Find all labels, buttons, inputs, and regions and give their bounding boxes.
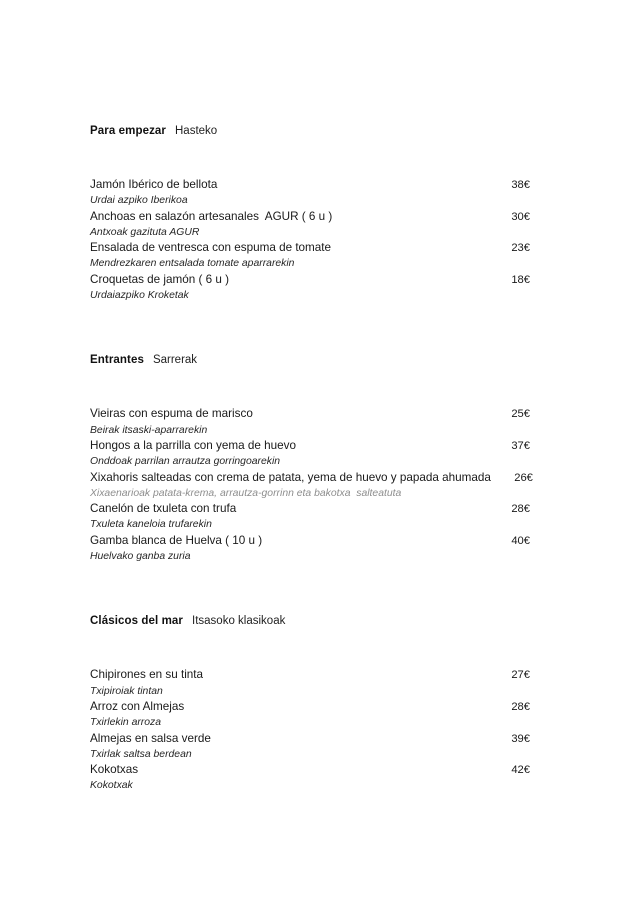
- menu-item-price: 23€: [511, 242, 530, 255]
- menu-item-subtitle: Antxoak gazituta AGUR: [90, 226, 200, 238]
- section-heading-es: Para empezar: [90, 125, 166, 137]
- menu-item-subtitle: Xixaenarioak patata-krema, arrautza-gorrinn eta bakotxa salteatuta: [90, 487, 402, 499]
- menu-item-row: [90, 240, 530, 256]
- menu-item-name: Almejas en salsa verde: [90, 731, 211, 745]
- menu-item-row: [90, 762, 530, 778]
- menu-item-name: Croquetas de jamón ( 6 u ): [90, 272, 230, 286]
- menu-item-subtitle: Mendrezkaren entsalada tomate aparrarekin: [90, 258, 295, 270]
- menu-item-price: 40€: [511, 534, 530, 547]
- menu-item: [90, 731, 530, 763]
- menu-item-subtitle: Txuleta kaneloia trufarekin: [90, 519, 212, 531]
- menu-item-name: Anchoas en salazón artesanales AGUR ( 6 u ): [90, 209, 333, 223]
- menu-item-name: Gamba blanca de Huelva ( 10 u ): [90, 533, 263, 547]
- menu-item-row: [90, 699, 530, 715]
- menu-item-subtitle: Kokotxak: [90, 780, 133, 792]
- menu-item: [90, 209, 530, 241]
- menu-item-row: [90, 667, 530, 683]
- menu-item-price: 37€: [511, 439, 530, 452]
- menu-item-subtitle: Txirlak saltsa berdean: [90, 748, 192, 760]
- menu-item-price: 27€: [511, 669, 530, 682]
- menu-item-name: Vieiras con espuma de marisco: [90, 407, 253, 421]
- menu-item: [90, 406, 530, 438]
- menu-item-price: 38€: [511, 179, 530, 191]
- menu-item-price: 42€: [511, 764, 530, 777]
- menu-item-subtitle: Huelvako ganba zuria: [90, 551, 191, 563]
- menu-item-name: Kokotxas: [90, 763, 139, 777]
- menu-item-subtitle: Beirak itsaski-aparrarekin: [90, 424, 208, 436]
- menu-item-row: [90, 272, 530, 288]
- section-heading-es: Entrantes: [90, 354, 144, 367]
- menu-item: [90, 470, 533, 502]
- menu-item-name: Jamón Ibérico de bellota: [90, 178, 218, 191]
- section-heading: [90, 614, 530, 629]
- menu-item-row: [90, 501, 530, 517]
- menu-section-entrantes: [90, 353, 533, 564]
- menu-item-price: 28€: [511, 503, 530, 516]
- section-heading-eu: Itsasoko klasikoak: [192, 615, 286, 628]
- menu-item-price: 26€: [514, 471, 533, 484]
- menu-item-price: 39€: [511, 732, 530, 745]
- menu-section-clasicos-del-mar: [90, 614, 530, 793]
- menu-item: [90, 667, 530, 699]
- menu-item: [90, 438, 530, 470]
- menu-item-list: [90, 177, 530, 303]
- menu-item-row: [90, 438, 530, 454]
- menu-sections: [90, 124, 533, 794]
- menu-item: [90, 762, 530, 794]
- section-heading-es: Clásicos del mar: [90, 615, 184, 628]
- menu-item-list: [90, 667, 530, 793]
- menu-item: [90, 240, 530, 272]
- menu-item-price: 18€: [511, 273, 530, 286]
- menu-item: [90, 699, 530, 731]
- menu-item-row: [90, 470, 533, 486]
- menu-section-para-empezar: [90, 124, 530, 303]
- section-heading: [90, 353, 530, 368]
- menu-item: [90, 501, 530, 533]
- menu-item-name: Chipirones en su tinta: [90, 668, 204, 682]
- menu-item-subtitle: Txipiroiak tintan: [90, 685, 163, 697]
- menu-item-row: [90, 209, 530, 225]
- menu-item: [90, 533, 530, 565]
- menu-item-list: [90, 406, 533, 564]
- menu-item-name: Canelón de txuleta con trufa: [90, 502, 237, 516]
- menu-item-price: 25€: [511, 408, 530, 421]
- menu-item-name: Ensalada de ventresca con espuma de tomate: [90, 241, 332, 255]
- menu-item-row: [90, 731, 530, 747]
- menu-item-price: 28€: [511, 700, 530, 713]
- menu-item: [90, 177, 530, 209]
- menu-item-subtitle: Txirlekin arroza: [90, 717, 162, 729]
- menu-item-row: [90, 406, 530, 422]
- menu-item: [90, 272, 530, 304]
- menu-item-name: Xixahoris salteadas con crema de patata, yema de huevo y papada ahumada: [90, 470, 491, 484]
- menu-item-row: [90, 177, 530, 193]
- menu-item-subtitle: Onddoak parrilan arrautza gorringoarekin: [90, 456, 281, 468]
- section-heading-eu: Hasteko: [175, 125, 218, 137]
- section-heading: [90, 124, 530, 139]
- menu-item-name: Arroz con Almejas: [90, 699, 185, 713]
- section-heading-eu: Sarrerak: [152, 354, 198, 367]
- menu-item-subtitle: Urdai azpiko Iberikoa: [90, 195, 188, 207]
- menu-item-subtitle: Urdaiazpiko Kroketak: [90, 290, 189, 302]
- menu-item-row: [90, 533, 530, 549]
- menu-item-name: Hongos a la parrilla con yema de huevo: [90, 438, 296, 452]
- menu-item-price: 30€: [511, 210, 530, 223]
